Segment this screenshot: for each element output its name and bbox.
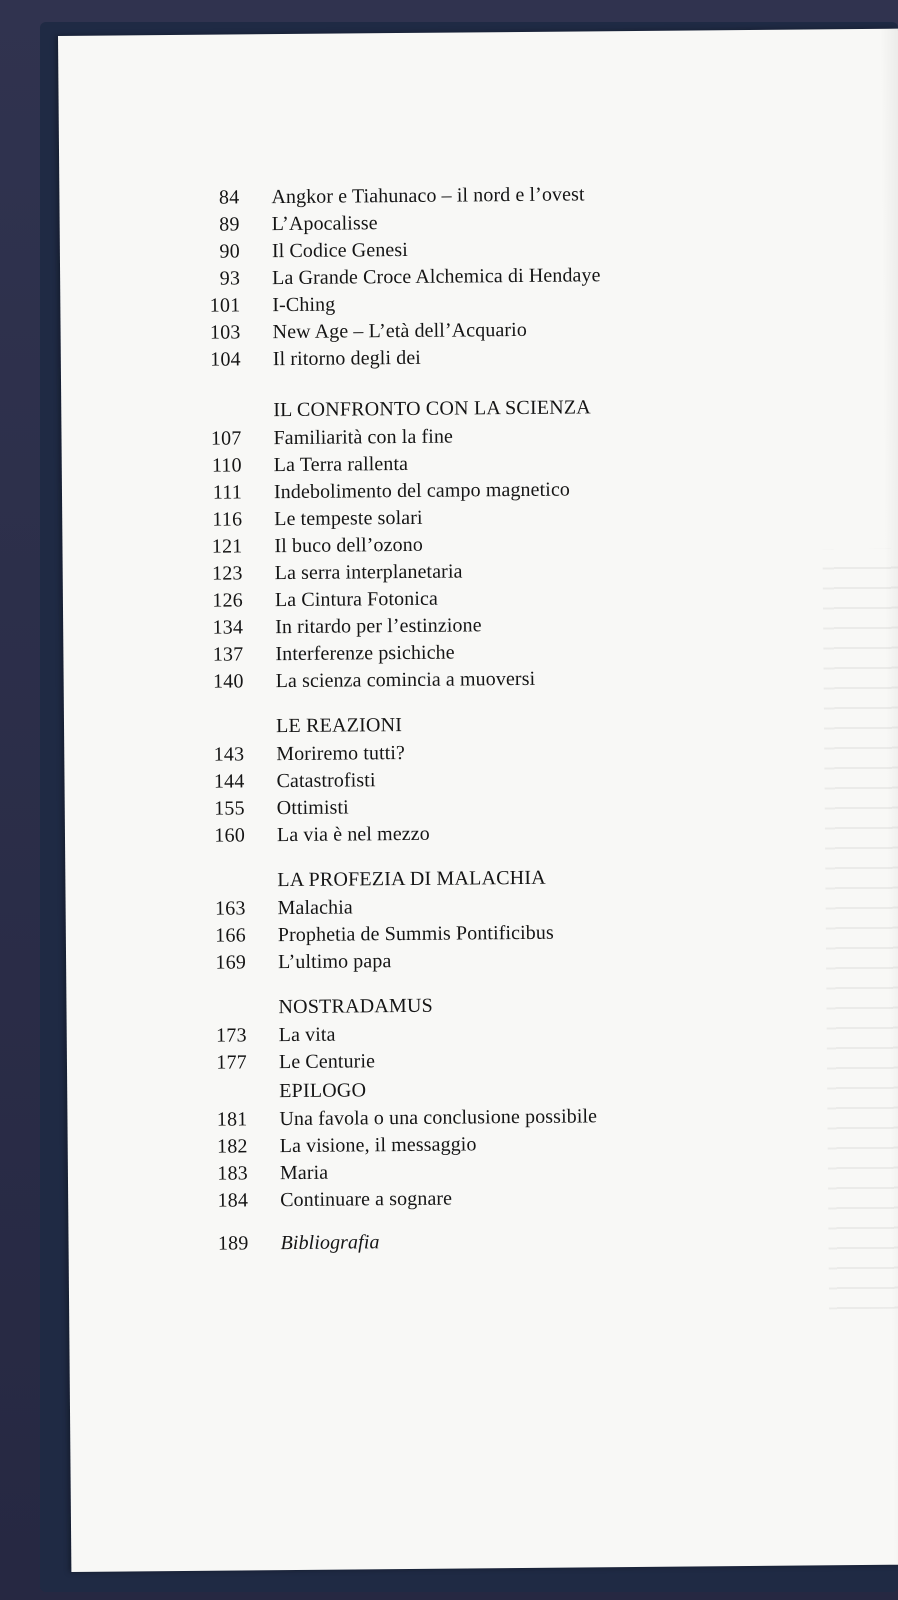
entry-title: La vita	[278, 1023, 336, 1047]
section-heading: LE REAZIONI	[275, 714, 403, 738]
page-number: 137	[212, 643, 244, 666]
page-number: 189	[217, 1232, 249, 1255]
page-number: 169	[215, 951, 247, 974]
entry-title: Il buco dell’ozono	[274, 533, 423, 558]
page-number: 163	[214, 897, 246, 920]
page-number: 104	[210, 348, 241, 371]
page-number: 89	[219, 213, 240, 236]
entry-title: New Age – L’età dell’Acquario	[272, 318, 527, 344]
entry-title: Continuare a sognare	[280, 1187, 453, 1212]
page-number: 140	[212, 670, 244, 693]
page-number: 173	[216, 1024, 247, 1047]
page-number: 182	[216, 1135, 248, 1158]
page-number: 123	[211, 562, 243, 585]
page-number: 126	[212, 589, 244, 612]
entry-title: Le tempeste solari	[274, 506, 423, 531]
section-heading: IL CONFRONTO CON LA SCIENZA	[273, 396, 591, 422]
page-number: 134	[212, 616, 244, 639]
entry-title: In ritardo per l’estinzione	[275, 614, 482, 639]
entry-title: Le Centurie	[278, 1050, 376, 1074]
entry-title: Angkor e Tiahunaco – il nord e l’ovest	[271, 183, 585, 209]
entry-title: Indebolimento del campo magnetico	[273, 478, 571, 504]
page-number: 183	[217, 1162, 249, 1185]
entry-title: Prophetia de Summis Pontificibus	[277, 921, 554, 947]
page-number: 181	[216, 1108, 248, 1131]
page-number: 121	[211, 535, 243, 558]
page-number: 166	[215, 924, 246, 947]
entry-title: La visione, il messaggio	[279, 1133, 477, 1158]
entry-title: Una favola o una conclusione possibile	[279, 1105, 598, 1131]
page-number: 101	[209, 294, 241, 317]
table-of-contents	[199, 180, 808, 1258]
page-number: 111	[212, 481, 243, 504]
entry-title: La scienza comincia a muoversi	[275, 667, 536, 693]
page-number: 184	[217, 1189, 249, 1212]
entry-title: L’ultimo papa	[277, 950, 392, 974]
entry-title: Ottimisti	[276, 796, 349, 820]
show-through-text	[823, 548, 898, 1309]
page-number: 177	[216, 1051, 248, 1074]
entry-title: Malachia	[277, 896, 353, 920]
section-heading: NOSTRADAMUS	[278, 994, 434, 1019]
page-number: 155	[214, 797, 245, 820]
page-number: 90	[219, 240, 240, 263]
toc-entry-bibliography	[208, 1225, 808, 1257]
page-number: 103	[209, 321, 241, 344]
entry-title: La Cintura Fotonica	[274, 587, 439, 612]
section-heading: LA PROFEZIA DI MALACHIA	[277, 866, 546, 892]
page-number: 143	[213, 743, 245, 766]
entry-title: I-Ching	[272, 293, 336, 317]
page-number: 84	[218, 186, 240, 209]
entry-title: La serra interplanetaria	[274, 560, 463, 585]
page-number: 93	[219, 267, 241, 290]
section-heading: EPILOGO	[279, 1079, 367, 1103]
entry-title: Interferenze psichiche	[275, 641, 455, 666]
entry-title: La via è nel mezzo	[276, 822, 430, 847]
entry-title: Bibliografia	[280, 1231, 380, 1255]
page-number: 107	[210, 427, 242, 450]
page-number: 110	[211, 454, 242, 477]
entry-title: Il Codice Genesi	[271, 238, 408, 263]
entry-title: Il ritorno degli dei	[272, 346, 421, 371]
entry-title: La Grande Croce Alchemica di Hendaye	[272, 264, 601, 290]
entry-title: Catastrofisti	[276, 769, 376, 793]
book-page	[58, 29, 898, 1572]
entry-title: Moriremo tutti?	[276, 741, 406, 766]
entry-title: L’Apocalisse	[271, 212, 378, 236]
page-number: 160	[214, 824, 246, 847]
entry-title: Familiarità con la fine	[273, 425, 454, 450]
entry-title: La Terra rallenta	[273, 452, 409, 477]
entry-title: Maria	[279, 1161, 329, 1185]
page-number: 144	[213, 770, 245, 793]
page-number: 116	[212, 508, 243, 531]
